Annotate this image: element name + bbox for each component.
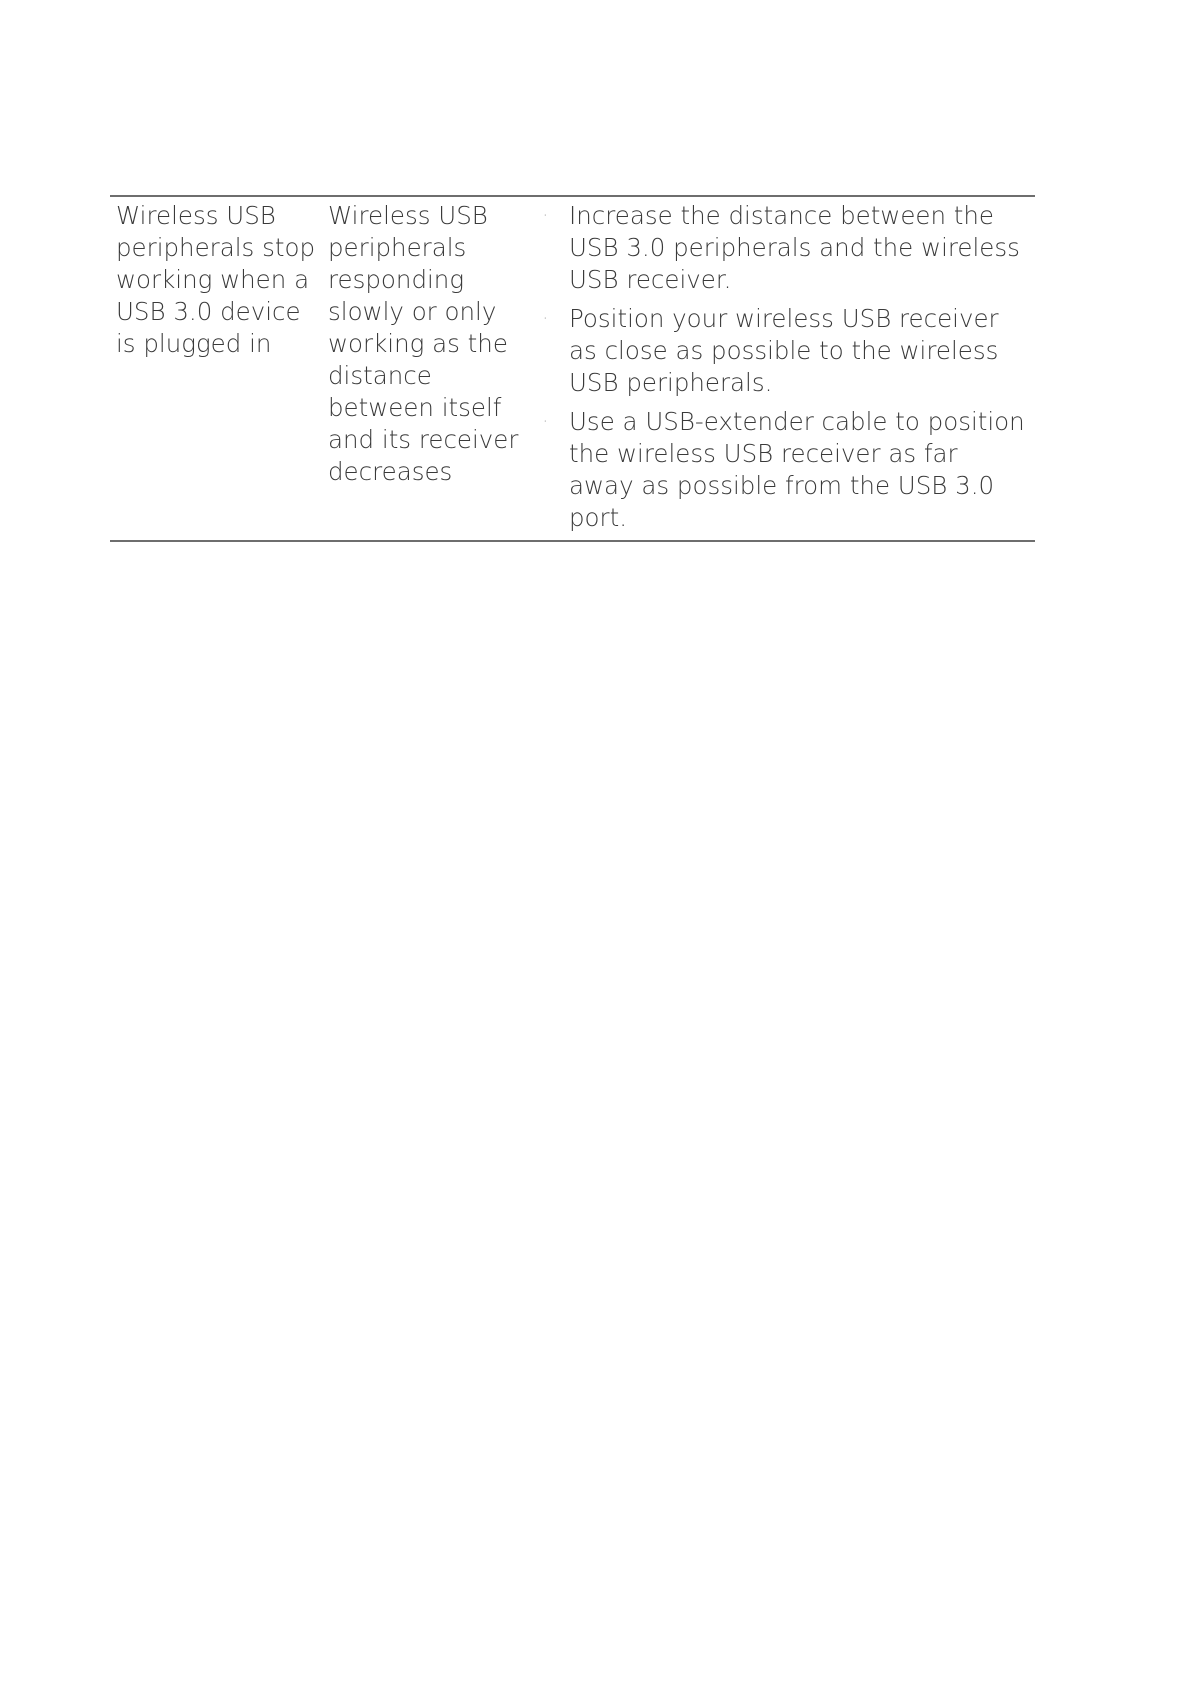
solution-list — [541, 200, 1029, 534]
problem-cell: Wireless USB peripherals stop working when a USB 3.0 device is plugged in — [116, 201, 316, 358]
solution-text: Increase the distance between the USB 3.0 peripherals and the wireless USB receiver. — [569, 201, 1020, 294]
list-item — [541, 406, 1029, 534]
solution-text: Position your wireless USB receiver as close as possible to the wireless USB peripherals. — [569, 304, 999, 397]
bullet-icon: · — [543, 414, 548, 430]
solution-cell — [535, 196, 1035, 541]
symptom-cell: Wireless USB peripherals responding slowly or only working as the distance between itself and its receiver decreases — [328, 201, 519, 486]
bullet-icon: · — [543, 208, 548, 224]
list-item — [541, 303, 1029, 399]
list-item — [541, 200, 1029, 296]
bullet-icon: · — [543, 311, 548, 327]
troubleshooting-table — [110, 195, 1035, 542]
solution-text: Use a USB-extender cable to position the wireless USB receiver as far away as possible from the USB 3.0 port. — [569, 407, 1025, 532]
table-row — [110, 196, 1035, 541]
